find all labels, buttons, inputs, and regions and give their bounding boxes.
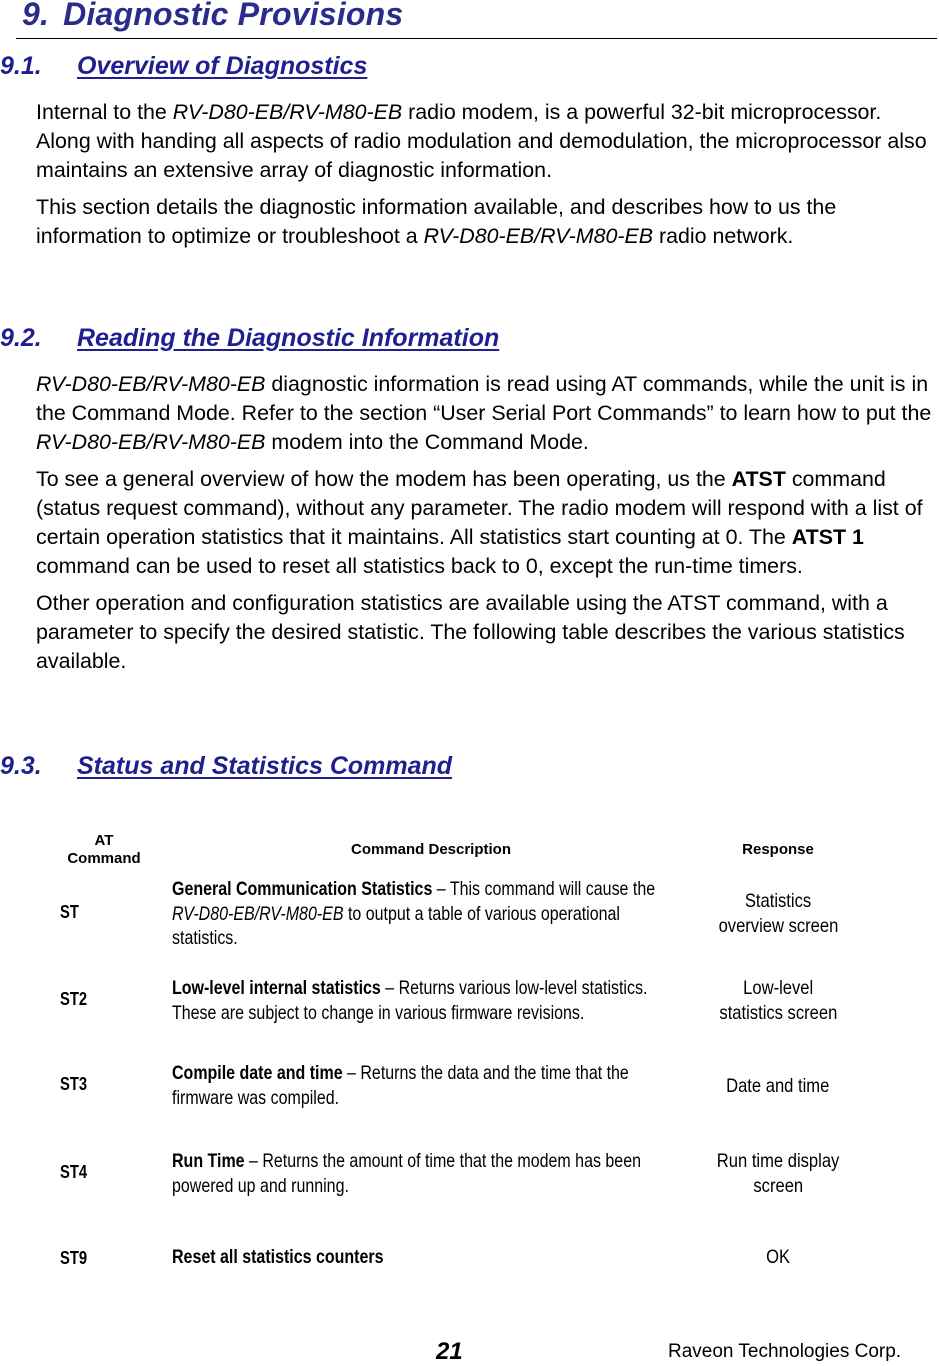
heading-title: Diagnostic Provisions [63,0,404,32]
command-code: ST9 [60,1248,88,1268]
response: OK [766,1246,790,1268]
model-name: RV-D80-EB/RV-M80-EB [172,100,403,124]
command-code: ST3 [60,1074,88,1094]
command-description: Reset all statistics counters [172,1246,384,1268]
paragraph: To see a general overview of how the modem has been operating, us the ATST command (status request command), without any parameter. The radio modem will respond with a list of certain operation statistics that it maintains. All statistics start counting at 0. The ATST 1 command can be used to reset all statistics back to 0, except the run-time timers. [36,467,923,578]
heading-rule [16,38,937,39]
section-heading-9-1 [0,52,367,81]
model-name: RV-D80-EB/RV-M80-EB [172,902,344,925]
header-command-description: Command Description [350,841,512,858]
command-description: General Communication Statistics – This command will cause the RV-D80-EB/RV-M80-EB to output a table of various operational statistics. [172,878,656,949]
response: Date and time [726,1075,830,1097]
section-heading-9-3 [0,752,452,781]
command-name: ATST [731,467,786,491]
header-response: Response [742,841,814,858]
section-number: 9.3. [0,752,42,780]
response: Statistics overview screen [718,890,838,937]
paragraph: This section details the diagnostic information available, and describes how to us the information to optimize or troubleshoot a RV-D80-EB/RV-M80-EB radio network. [36,195,837,248]
command-code: ST [60,902,79,922]
section-number: 9.1. [0,52,42,80]
header-at-command: AT Command [67,832,141,867]
command-name: ATST 1 [791,525,864,549]
company-name: Raveon Technologies Corp. [668,1341,902,1362]
section-title: Overview of Diagnostics [77,52,368,80]
section-9-2-body [36,370,938,676]
page-number: 21 [436,1338,463,1365]
section-title: Reading the Diagnostic Information [77,324,500,352]
model-name: RV-D80-EB/RV-M80-EB [423,224,654,248]
response: Low-level statistics screen [719,977,837,1024]
page-heading [22,0,403,33]
command-description: Low-level internal statistics – Returns various low-level statistics. These are subject to change in various firmware revisions. [172,977,648,1024]
response: Run time display screen [716,1150,840,1197]
model-name: RV-D80-EB/RV-M80-EB [36,430,266,454]
paragraph: Internal to the RV-D80-EB/RV-M80-EB radio modem, is a powerful 32-bit microprocessor. Along with handing all aspects of radio modulation and demodulation, the microprocessor also maintains an extensive array of diagnostic information. [36,100,927,182]
command-code: ST2 [60,989,88,1009]
section-9-1-body [36,98,938,251]
command-code: ST4 [60,1162,88,1182]
model-name: RV-D80-EB/RV-M80-EB [36,372,266,396]
command-description: Run Time – Returns the amount of time that the modem has been powered up and running. [172,1150,641,1197]
command-description: Compile date and time – Returns the data and the time that the firmware was compiled. [172,1062,629,1109]
paragraph: RV-D80-EB/RV-M80-EB diagnostic information is read using AT commands, while the unit is in the Command Mode. Refer to the section “User Serial Port Commands” to learn how to put the RV-D80-EB/RV-M80-EB modem into the Command Mode. [36,372,932,454]
heading-number: 9. [22,0,50,32]
paragraph: Other operation and configuration statistics are available using the ATST command, with a parameter to specify the desired statistic. The following table describes the various statistics available. [36,591,905,673]
section-title: Status and Statistics Command [77,752,453,780]
section-number: 9.2. [0,324,42,352]
section-heading-9-2 [0,324,499,353]
